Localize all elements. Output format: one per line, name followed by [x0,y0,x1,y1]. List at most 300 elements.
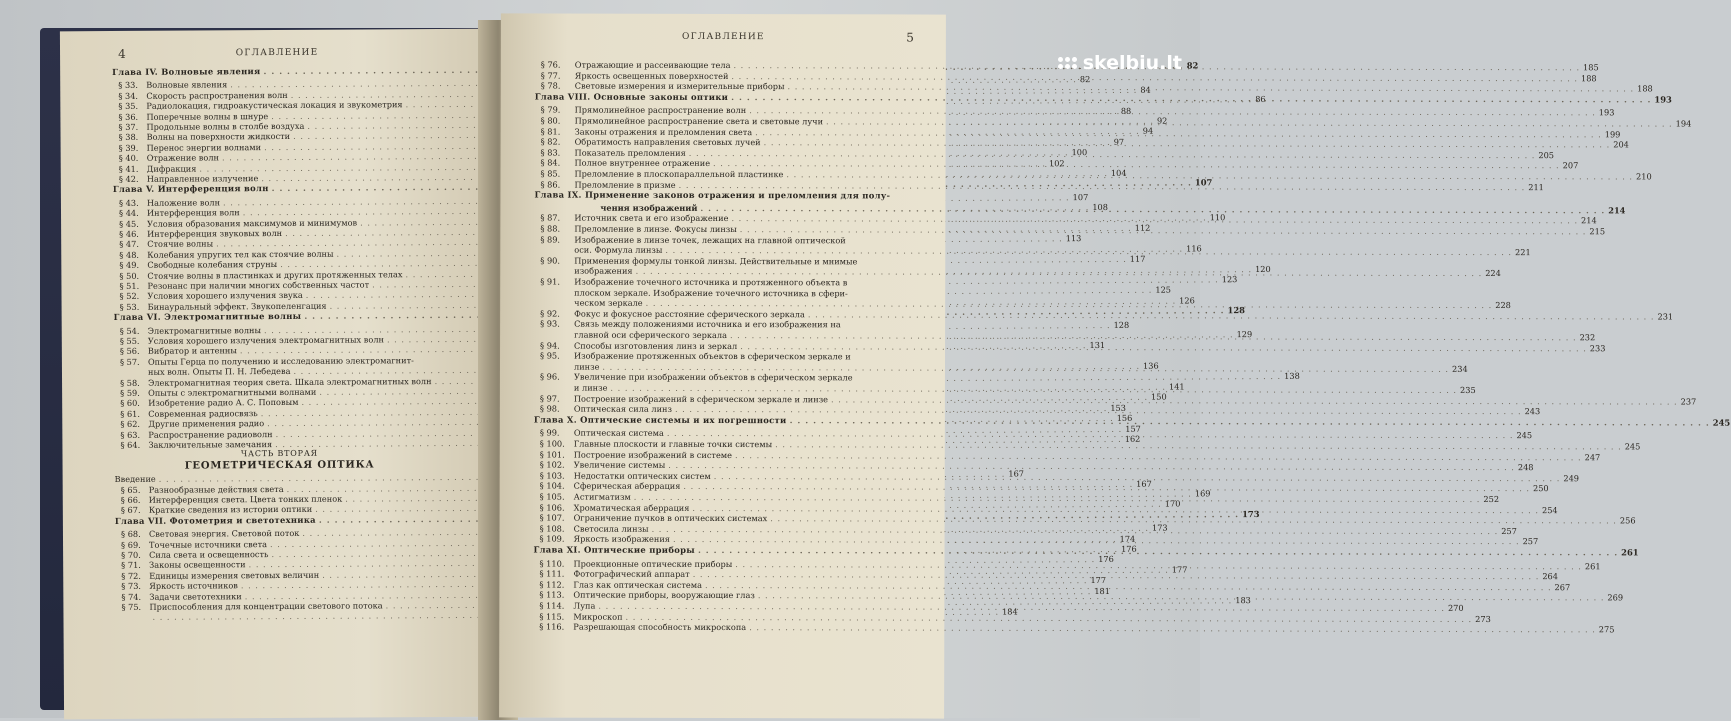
toc-row [500,523,945,534]
toc-row [500,513,945,524]
section-number: § 72. [121,571,149,581]
page-number: 211 [1528,182,1544,192]
page-number: 136 [1143,361,1159,371]
page-number: 86 [1255,94,1265,104]
part-label: ЧАСТЬ ВТОРАЯ [62,448,496,460]
section-number: § 47. [119,239,147,249]
section-title: и линзе [574,383,608,393]
page-number: 157 [1125,423,1141,433]
section-title: Перенос энергии волнами [147,142,262,153]
section-number: § 84. [541,158,575,168]
page-number: 261 [1585,561,1601,571]
section-number: § 104. [540,481,574,491]
toc-row [500,266,945,277]
section-title: Сила света и освещенность [149,549,268,560]
section-title: Глаз как оптическая система [573,579,702,589]
watermark-text: skelbiu.lt [1083,52,1182,74]
chapter-title: Глава VI. Электромагнитные волны [114,311,302,322]
section-number: § 63. [120,429,148,439]
section-title: Яркость освещенных поверхностей [575,70,729,80]
page-number: 94 [1143,126,1153,136]
section-title: Современная радиосвязь [148,408,258,419]
page-number: 162 [1125,434,1141,444]
section-number: § 103. [540,470,574,480]
section-title: Изображение в линзе точек, лежащих на главной оптической [574,234,845,245]
page-number: 214 [1581,216,1597,226]
toc-row [501,81,946,92]
page-number: 153 [1110,403,1126,413]
toc-row [500,502,945,513]
section-title: изображения [574,266,632,276]
section-number: § 56. [120,346,148,356]
page-number: 247 [1585,452,1601,462]
page-number: 176 [1098,554,1114,564]
section-number: § 65. [121,484,149,494]
section-number: § 40. [119,153,147,163]
section-title: Построение изображений в системе [574,449,732,459]
section-number: § 42. [119,174,147,184]
section-title: Распространение радиоволн [148,429,272,440]
section-title: Отражающие и рассеивающие тела [575,60,731,70]
page-number: 250 [1533,484,1549,494]
section-title: Сферическая аберрация [574,481,681,491]
section-number: § 105. [540,492,574,502]
section-title: линзе [574,361,599,371]
chapter-row [61,182,495,195]
section-title: Прямолинейное распространение света и световые лучи [575,116,823,127]
right-page-header: ОГЛАВЛЕНИЕ [501,31,946,42]
section-title: Изображение точечного источника и протяженного объекта в [574,277,847,288]
section-title: Волновые явления [146,80,227,90]
page-number: 150 [1151,392,1167,402]
section-title: Вибратор и антенны [148,346,237,357]
section-number: § 108. [540,523,574,533]
section-number: § 76. [541,60,575,70]
page-number: 214 [1608,205,1625,215]
toc-row [501,59,946,70]
section-title: Бинауральный эффект. Звукопеленгация [148,301,327,312]
chapter-row [500,544,945,555]
section-number: § 114. [539,601,573,611]
section-title: Введение [115,474,156,484]
section-number: § 43. [119,198,147,208]
section-title: Ограничение пучков в оптических системах [574,513,768,524]
section-number: § 102. [540,460,574,470]
page-number: 112 [1135,223,1151,233]
page-number: 275 [1599,624,1615,634]
page-number: 188 [1637,84,1653,94]
section-number: § 58. [120,377,148,387]
toc-row [500,255,945,266]
section-title: Краткие сведения из истории оптики [149,504,312,515]
section-number: § 59. [120,388,148,398]
page-number: 97 [1114,137,1124,147]
page-number: 257 [1523,536,1539,546]
section-title: Стоячие волны в пластинках и других протяженных телах [147,269,402,281]
left-page-number: 4 [118,47,126,61]
page-number: 248 [1518,462,1534,472]
toc-row [500,428,945,439]
section-number: § 94. [540,340,574,350]
page-number: 233 [1590,343,1606,353]
section-title: Электромагнитные волны [148,325,261,336]
section-title: Скорость распространения волн [146,90,287,101]
section-title: Применения формулы тонкой линзы. Действительные и мнимые [574,255,857,266]
page-number: 123 [1222,274,1238,284]
chapter-row [62,310,496,323]
section-title: Изобретение радио А. С. Поповым [148,397,298,408]
section-number: § 86. [540,179,574,189]
section-number: § 36. [118,111,146,121]
chapter-title: Глава V. Интерференция волн [113,183,269,194]
page-number: 176 [1121,544,1137,554]
chapter-title: Глава IX. Применение законов отражения и преломления для полу- [534,190,890,201]
toc-row [500,213,945,224]
toc-row [500,168,945,179]
section-title: плоском зеркале. Изображение точечного источника в сфери- [574,287,848,298]
section-title: Свободные колебания струны [147,259,277,270]
section-number: § 116. [539,622,573,632]
page-number: 169 [1195,488,1211,498]
section-title: Увеличение системы [574,460,666,470]
section-number: § 52. [119,291,147,301]
dot-leader [731,92,1651,104]
section-title: Построение изображений в сферическом зеркале и линзе [574,393,828,404]
page-number: 254 [1542,505,1558,515]
page-number: 138 [1284,370,1300,380]
section-title: Законы освещенности [149,560,246,571]
page-number: 173 [1242,509,1260,519]
dot-leader [749,622,1596,634]
section-number: § 34. [118,91,146,101]
section-number: § 51. [119,281,147,291]
watermark [1058,52,1182,74]
page-number: 174 [1120,533,1136,543]
section-title: Обратимость направления световых лучей [575,137,761,147]
toc-row [500,382,945,393]
section-number: § 111. [539,569,573,579]
page-number: 128 [1114,319,1130,329]
page-number: 188 [1581,73,1597,83]
section-title: Яркость источников [149,580,238,591]
section-title: Приспособления для концентрации светового потока [149,600,382,611]
right-page [499,13,946,718]
toc-row [500,340,945,351]
page-number: 100 [1072,147,1088,157]
section-title: Направленное излучение [147,173,259,184]
section-number: § 50. [119,270,147,280]
page-number: 270 [1448,603,1464,613]
section-title: оси. Формула линзы [574,245,662,255]
section-title: Связь между положениями источника и его изображения на [574,319,841,330]
section-number: § 87. [540,213,574,223]
toc-row [501,105,946,116]
right-page-number: 5 [906,30,914,44]
page-number: 235 [1460,385,1476,395]
section-number: § 112. [539,579,573,589]
section-title: Микроскоп [573,611,622,621]
toc-row [499,569,944,580]
page-number: 204 [1613,140,1629,150]
section-number: § 115. [539,611,573,621]
section-title: Условия образования максимумов и минимумов [147,217,357,228]
toc-row [499,611,944,622]
section-number: § 78. [541,81,575,91]
section-number: § 35. [118,101,146,111]
page-number: 110 [1210,212,1226,222]
toc-row [500,393,945,404]
section-number: § 89. [540,234,574,244]
page-number: 104 [1111,168,1127,178]
chapter-row [501,91,946,102]
toc-row [500,438,945,449]
toc-row [500,223,945,234]
section-number: § 60. [120,398,148,408]
page-number: 199 [1605,129,1621,139]
section-title: Полное внутреннее отражение [575,158,711,168]
section-number: § 92. [540,308,574,318]
toc-row [500,245,945,256]
section-number: § 98. [540,404,574,414]
page-number: 107 [1195,178,1213,188]
section-title: Фокус и фокусное расстояние сферического зеркала [574,308,805,319]
page-number: 167 [1008,469,1024,479]
section-title: Точечные источники света [149,539,267,550]
chapter-row [63,513,497,526]
dot-leader [790,415,1710,427]
toc-row [500,319,945,330]
section-number: § 48. [119,250,147,260]
toc-row [499,600,944,611]
page-number: 194 [1676,118,1692,128]
page-number: 228 [1495,300,1511,310]
section-number: § 99. [540,428,574,438]
section-title: Светосила линзы [574,523,649,533]
page-number: 221 [1515,247,1531,257]
page-number: 210 [1636,171,1652,181]
chapter-title: Глава XI. Оптические приборы [534,545,695,555]
section-title: Отражение волн [147,153,219,163]
section-number: § 101. [540,449,574,459]
section-number: § 38. [119,132,147,142]
section-title: главной оси сферического зеркала [574,330,727,340]
section-number: § 33. [118,80,146,90]
section-number: § 79. [541,105,575,115]
toc-row [500,491,945,502]
page-number: 237 [1681,396,1697,406]
page-number: 167 [1136,478,1152,488]
section-title: Заключительные замечания [148,439,272,450]
section-number: § 74. [121,591,149,601]
section-title: Резонанс при наличии многих собственных частот [147,279,369,290]
section-number: § 46. [119,229,147,239]
section-number: § 91. [540,277,574,287]
toc-row [500,481,945,492]
toc-row [500,460,945,471]
page-number: 113 [1066,233,1082,243]
page-number: 102 [1049,158,1065,168]
toc-row [500,372,945,383]
page-number: 232 [1580,332,1596,342]
section-number: § 109. [540,534,574,544]
section-title: Радиолокация, гидроакустическая локация и звукометрия [146,99,402,111]
chapter-row [500,190,945,201]
page-number: 181 [1094,586,1110,596]
section-number: § 100. [540,439,574,449]
section-title: Разнообразные действия света [149,484,284,495]
section-title: Волны на поверхности жидкости [147,131,291,142]
page-number: 88 [1121,105,1131,115]
page-number: 183 [1235,595,1251,605]
page-number: 245 [1713,417,1731,427]
section-title: Хроматическая аберрация [574,502,690,512]
section-title: Источник света и его изображение [574,213,728,223]
page-number: 252 [1483,494,1499,504]
toc-row [500,329,945,340]
section-number: § 82. [541,137,575,147]
toc-row [500,404,945,415]
section-number: § 62. [120,419,148,429]
section-title: Преломление в призме [574,179,675,189]
section-number: § 96. [540,372,574,382]
toc-row [501,115,946,126]
toc-row [499,622,944,633]
page-number: 273 [1475,614,1491,624]
section-title: Недостатки оптических систем [574,470,711,480]
section-title: Изображение протяженных объектов в сферическом зеркале и [574,351,851,362]
section-title: Яркость изображения [574,534,670,544]
section-title: ческом зеркале [574,298,642,308]
section-number: § 55. [120,336,148,346]
section-number: § 49. [119,260,147,270]
page-number: 177 [1090,575,1106,585]
section-number: § 70. [121,550,149,560]
section-title: Увеличение при изображении объектов в сферическом зеркале [574,372,853,383]
page-number: 256 [1620,516,1636,526]
page-number: 257 [1501,526,1517,536]
chapter-title: Глава VII. Фотометрия и светотехника [115,515,316,526]
page-number: 116 [1186,243,1202,253]
toc-row [500,449,945,460]
section-number: § 97. [540,393,574,403]
section-title: Оптическая система [574,428,664,438]
section-title: Световая энергия. Световой поток [149,528,299,539]
section-title: Дифракция [147,163,197,173]
page-number: 207 [1563,161,1579,171]
page-number: 215 [1589,226,1605,236]
page-number: 193 [1654,94,1672,104]
section-title: Интерференция звуковых волн [147,228,282,239]
page-number: 177 [1172,564,1188,574]
page-number: 129 [1237,329,1253,339]
page-number: 173 [1152,523,1168,533]
page-number: 125 [1155,285,1171,295]
page-number: 126 [1179,295,1195,305]
page-number: 156 [1117,413,1133,423]
page-number: 141 [1169,381,1185,391]
section-number: § 45. [119,218,147,228]
section-number: § 77. [541,70,575,80]
page-number: 193 [1599,108,1615,118]
part-title: ГЕОМЕТРИЧЕСКАЯ ОПТИКА [63,458,497,472]
section-title: Электромагнитная теория света. Шкала электромагнитных волн [148,376,432,388]
section-number: § 66. [121,495,149,505]
right-toc [501,13,946,14]
dots-logo-icon [1058,57,1077,69]
section-title: Разрешающая способность микроскопа [573,622,746,632]
page-number: 245 [1516,430,1532,440]
section-number: § 90. [540,255,574,265]
section-title: Условия хорошего излучения электромагнитных волн [148,334,384,345]
page-number: 245 [1625,441,1641,451]
section-title: Фотографический аппарат [573,569,689,579]
section-number: § 113. [539,590,573,600]
section-number: § 110. [539,558,573,568]
toc-row [501,137,946,148]
page-number: 170 [1165,499,1181,509]
page-number: 92 [1157,116,1167,126]
section-number: § 71. [121,560,149,570]
section-title: Прямолинейное распространение волн [575,105,747,115]
section-title: чения изображений [600,202,697,212]
page-number: 107 [1073,192,1089,202]
section-number: § 106. [540,502,574,512]
section-title: Интерференция света. Цвета тонких пленок [149,494,343,505]
toc-row [500,287,945,298]
section-title: Лупа [573,601,595,611]
chapter-row [500,414,945,425]
toc-row [500,470,945,481]
toc-row [500,276,945,287]
section-number: § 85. [540,169,574,179]
section-number: § 75. [121,602,149,612]
section-number: § 67. [121,505,149,515]
section-title: Наложение волн [147,197,220,207]
section-title: Поперечные волны в шнуре [146,111,268,122]
section-number: § 83. [541,147,575,157]
section-title: Условия хорошего излучения звука [147,290,302,301]
page-number: 269 [1607,593,1623,603]
section-number: § 41. [119,163,147,173]
page-number: 108 [1092,202,1108,212]
page-number: 184 [1002,607,1018,617]
chapter-title: Глава X. Оптические системы и их погрешности [534,414,787,425]
section-title: Другие применения радио [148,418,264,429]
section-title: Продольные волны в столбе воздуха [146,121,304,132]
page-number: 131 [1089,340,1105,350]
section-title: Световые измерения и измерительные приборы [575,81,785,92]
left-page [60,29,498,720]
section-number: § 61. [120,409,148,419]
page-number: 185 [1583,62,1599,72]
page-number: 249 [1563,473,1579,483]
dot-leader [698,545,1618,557]
toc-row [500,351,945,362]
section-title: Опыты с электромагнитными волнами [148,387,316,398]
section-number: § 69. [121,539,149,549]
page-number: 267 [1555,582,1571,592]
chapter-title: Глава VIII. Основные законы оптики [535,91,729,102]
section-title: ных волн. Опыты П. Н. Лебедева [148,366,291,377]
section-number: § 95. [540,351,574,361]
toc-row [63,610,497,623]
section-number: § 44. [119,208,147,218]
section-number: § 73. [121,581,149,591]
page-number: 120 [1255,264,1271,274]
section-number: § 93. [540,319,574,329]
toc-row [500,534,945,545]
section-number: § 68. [121,529,149,539]
